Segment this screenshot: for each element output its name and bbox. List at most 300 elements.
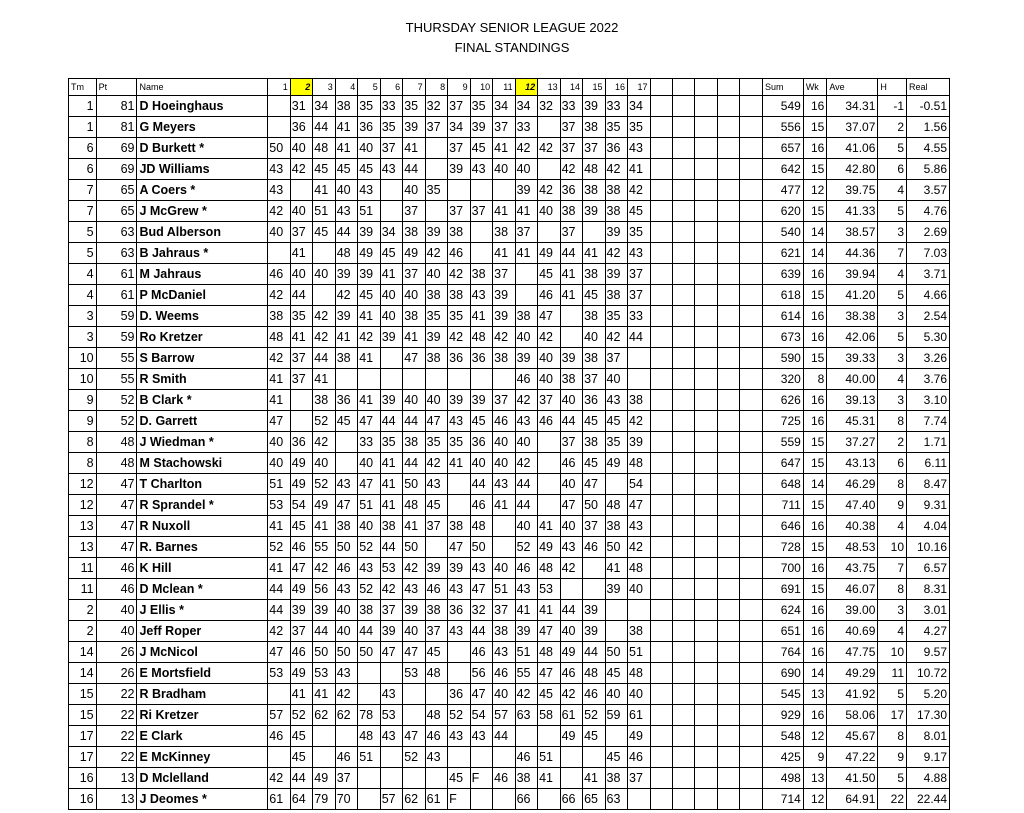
header-week: 4: [335, 79, 357, 96]
score-cell: 48: [605, 495, 627, 516]
score-cell: 35: [425, 432, 447, 453]
header-week: 7: [403, 79, 425, 96]
score-cell: 42: [290, 159, 312, 180]
score-cell: 36: [448, 600, 470, 621]
score-cell: 45: [358, 159, 380, 180]
weeks-cell: 15: [803, 201, 827, 222]
score-cell: 43: [470, 558, 492, 579]
table-row: [69, 390, 950, 411]
score-cell: 36: [290, 432, 312, 453]
sum-cell: 620: [762, 201, 803, 222]
score-cell: 48: [583, 159, 605, 180]
score-cell: 38: [515, 768, 537, 789]
score-cell: 41: [290, 327, 312, 348]
score-cell: [538, 222, 560, 243]
score-cell: 41: [470, 306, 492, 327]
sum-cell: 639: [762, 264, 803, 285]
score-cell: 44: [380, 411, 402, 432]
spacer-cell: [650, 600, 672, 621]
spacer-cell: [673, 306, 695, 327]
weeks-cell: 15: [803, 495, 827, 516]
handicap-cell: 5: [878, 201, 907, 222]
score-cell: [380, 369, 402, 390]
score-cell: 46: [538, 285, 560, 306]
score-cell: 40: [628, 684, 650, 705]
score-cell: [380, 201, 402, 222]
score-cell: 38: [470, 264, 492, 285]
sum-cell: 646: [762, 516, 803, 537]
score-cell: 44: [290, 285, 312, 306]
spacer-cell: [673, 495, 695, 516]
score-cell: 43: [358, 558, 380, 579]
handicap-cell: 8: [878, 411, 907, 432]
score-cell: 44: [515, 474, 537, 495]
weeks-cell: 16: [803, 96, 827, 117]
score-cell: 61: [560, 705, 582, 726]
score-cell: 62: [403, 789, 425, 810]
name-cell: B Clark *: [137, 390, 268, 411]
team-cell: 15: [69, 705, 97, 726]
score-cell: 38: [560, 201, 582, 222]
weeks-cell: 12: [803, 726, 827, 747]
points-cell: 52: [96, 411, 137, 432]
sum-cell: 711: [762, 495, 803, 516]
score-cell: 44: [493, 726, 515, 747]
score-cell: 48: [313, 138, 335, 159]
score-cell: 40: [313, 264, 335, 285]
header-week: 14: [560, 79, 582, 96]
sum-cell: 624: [762, 600, 803, 621]
score-cell: 58: [538, 705, 560, 726]
weeks-cell: 16: [803, 558, 827, 579]
spacer-cell: [673, 663, 695, 684]
score-cell: 44: [560, 411, 582, 432]
score-cell: 34: [515, 96, 537, 117]
name-cell: M Jahraus: [137, 264, 268, 285]
score-cell: 52: [268, 537, 290, 558]
score-cell: [560, 747, 582, 768]
score-cell: [628, 348, 650, 369]
score-cell: 47: [470, 579, 492, 600]
table-row: [69, 264, 950, 285]
spacer-cell: [717, 663, 739, 684]
score-cell: 43: [268, 159, 290, 180]
spacer-cell: [695, 642, 717, 663]
score-cell: 46: [493, 768, 515, 789]
real-cell: 6.11: [907, 453, 950, 474]
spacer-cell: [740, 579, 762, 600]
score-cell: 49: [290, 579, 312, 600]
header-week: 6: [380, 79, 402, 96]
average-cell: 40.69: [827, 621, 878, 642]
standings-body: [69, 96, 950, 810]
real-cell: 3.26: [907, 348, 950, 369]
score-cell: 34: [628, 96, 650, 117]
score-cell: 62: [335, 705, 357, 726]
handicap-cell: 2: [878, 432, 907, 453]
weeks-cell: 13: [803, 768, 827, 789]
score-cell: 43: [470, 285, 492, 306]
sum-cell: 498: [762, 768, 803, 789]
spacer-cell: [650, 747, 672, 768]
name-cell: P McDaniel: [137, 285, 268, 306]
header-week: 17: [628, 79, 650, 96]
weeks-cell: 16: [803, 306, 827, 327]
table-row: [69, 243, 950, 264]
weeks-cell: 16: [803, 621, 827, 642]
score-cell: [425, 159, 447, 180]
spacer-cell: [740, 789, 762, 810]
score-cell: 35: [290, 306, 312, 327]
points-cell: 22: [96, 705, 137, 726]
score-cell: 45: [335, 411, 357, 432]
score-cell: 44: [313, 348, 335, 369]
score-cell: 42: [538, 327, 560, 348]
score-cell: 46: [470, 495, 492, 516]
spacer-cell: [740, 747, 762, 768]
header-spacer: [740, 79, 762, 96]
score-cell: 40: [290, 264, 312, 285]
points-cell: 52: [96, 390, 137, 411]
spacer-cell: [673, 747, 695, 768]
spacer-cell: [717, 327, 739, 348]
score-cell: 39: [493, 285, 515, 306]
header-week: 5: [358, 79, 380, 96]
table-row: [69, 285, 950, 306]
table-row: [69, 705, 950, 726]
handicap-cell: 3: [878, 390, 907, 411]
points-cell: 63: [96, 243, 137, 264]
sum-cell: 320: [762, 369, 803, 390]
spacer-cell: [650, 180, 672, 201]
score-cell: 51: [313, 201, 335, 222]
score-cell: 40: [290, 138, 312, 159]
score-cell: 40: [380, 306, 402, 327]
score-cell: 49: [538, 243, 560, 264]
real-cell: 1.71: [907, 432, 950, 453]
real-cell: 9.17: [907, 747, 950, 768]
spacer-cell: [740, 516, 762, 537]
score-cell: [515, 726, 537, 747]
team-cell: 14: [69, 642, 97, 663]
header-spacer: [673, 79, 695, 96]
sum-cell: 725: [762, 411, 803, 432]
points-cell: 48: [96, 432, 137, 453]
spacer-cell: [740, 390, 762, 411]
score-cell: 46: [493, 663, 515, 684]
score-cell: [448, 369, 470, 390]
score-cell: 41: [380, 474, 402, 495]
score-cell: 47: [268, 642, 290, 663]
score-cell: 44: [470, 621, 492, 642]
team-cell: 7: [69, 180, 97, 201]
score-cell: 45: [583, 726, 605, 747]
average-cell: 47.75: [827, 642, 878, 663]
real-cell: 9.57: [907, 642, 950, 663]
score-cell: 51: [538, 747, 560, 768]
score-cell: 47: [290, 558, 312, 579]
score-cell: [358, 684, 380, 705]
score-cell: 46: [290, 642, 312, 663]
score-cell: 47: [538, 663, 560, 684]
score-cell: 45: [290, 516, 312, 537]
score-cell: 39: [358, 264, 380, 285]
score-cell: 42: [628, 180, 650, 201]
average-cell: 38.38: [827, 306, 878, 327]
score-cell: 44: [403, 411, 425, 432]
spacer-cell: [717, 390, 739, 411]
score-cell: 41: [313, 684, 335, 705]
score-cell: 44: [515, 495, 537, 516]
score-cell: 44: [313, 117, 335, 138]
score-cell: 45: [313, 159, 335, 180]
team-cell: 2: [69, 600, 97, 621]
score-cell: 37: [515, 222, 537, 243]
score-cell: [313, 747, 335, 768]
spacer-cell: [650, 306, 672, 327]
score-cell: 43: [335, 579, 357, 600]
sum-cell: 714: [762, 789, 803, 810]
score-cell: 37: [538, 390, 560, 411]
score-cell: [380, 180, 402, 201]
score-cell: 41: [403, 516, 425, 537]
score-cell: 35: [470, 96, 492, 117]
handicap-cell: 7: [878, 243, 907, 264]
score-cell: 41: [313, 516, 335, 537]
real-cell: 5.30: [907, 327, 950, 348]
score-cell: 48: [403, 495, 425, 516]
score-cell: 38: [448, 285, 470, 306]
average-cell: 41.06: [827, 138, 878, 159]
spacer-cell: [740, 285, 762, 306]
score-cell: 62: [313, 705, 335, 726]
points-cell: 55: [96, 369, 137, 390]
header-week: 12: [515, 79, 537, 96]
score-cell: 64: [290, 789, 312, 810]
spacer-cell: [717, 558, 739, 579]
score-cell: 35: [605, 432, 627, 453]
score-cell: [380, 663, 402, 684]
average-cell: 34.31: [827, 96, 878, 117]
table-row: [69, 348, 950, 369]
spacer-cell: [650, 474, 672, 495]
spacer-cell: [673, 579, 695, 600]
name-cell: D Burkett *: [137, 138, 268, 159]
score-cell: 47: [448, 537, 470, 558]
score-cell: 52: [583, 705, 605, 726]
score-cell: 38: [425, 285, 447, 306]
team-cell: 1: [69, 117, 97, 138]
average-cell: 47.40: [827, 495, 878, 516]
score-cell: 43: [493, 474, 515, 495]
score-cell: 44: [583, 642, 605, 663]
score-cell: [448, 180, 470, 201]
spacer-cell: [717, 579, 739, 600]
sum-cell: 614: [762, 306, 803, 327]
score-cell: 39: [515, 621, 537, 642]
score-cell: 61: [628, 705, 650, 726]
score-cell: 79: [313, 789, 335, 810]
score-cell: 45: [380, 243, 402, 264]
header-row: [69, 79, 950, 96]
score-cell: 37: [493, 264, 515, 285]
score-cell: [380, 747, 402, 768]
spacer-cell: [740, 117, 762, 138]
score-cell: 43: [335, 474, 357, 495]
table-row: [69, 201, 950, 222]
score-cell: 39: [605, 264, 627, 285]
spacer-cell: [650, 453, 672, 474]
score-cell: 47: [425, 411, 447, 432]
score-cell: 35: [358, 96, 380, 117]
score-cell: 42: [448, 264, 470, 285]
score-cell: 43: [358, 180, 380, 201]
score-cell: 43: [448, 621, 470, 642]
score-cell: 41: [628, 159, 650, 180]
score-cell: 50: [605, 537, 627, 558]
spacer-cell: [673, 705, 695, 726]
spacer-cell: [673, 369, 695, 390]
score-cell: 39: [380, 621, 402, 642]
score-cell: 40: [560, 474, 582, 495]
score-cell: 44: [403, 159, 425, 180]
score-cell: [268, 243, 290, 264]
spacer-cell: [740, 327, 762, 348]
score-cell: 37: [380, 138, 402, 159]
points-cell: 59: [96, 327, 137, 348]
team-cell: 1: [69, 96, 97, 117]
points-cell: 65: [96, 201, 137, 222]
handicap-cell: 10: [878, 642, 907, 663]
points-cell: 63: [96, 222, 137, 243]
score-cell: 39: [403, 117, 425, 138]
score-cell: 46: [335, 747, 357, 768]
score-cell: 41: [403, 327, 425, 348]
average-cell: 42.80: [827, 159, 878, 180]
score-cell: [583, 747, 605, 768]
spacer-cell: [673, 411, 695, 432]
score-cell: 48: [335, 243, 357, 264]
spacer-cell: [740, 642, 762, 663]
score-cell: 35: [448, 432, 470, 453]
score-cell: [538, 453, 560, 474]
header-week: 2: [290, 79, 312, 96]
score-cell: 42: [515, 390, 537, 411]
score-cell: 33: [380, 96, 402, 117]
score-cell: [358, 768, 380, 789]
team-cell: 17: [69, 747, 97, 768]
score-cell: [470, 180, 492, 201]
score-cell: 41: [313, 369, 335, 390]
name-cell: R Nuxoll: [137, 516, 268, 537]
score-cell: 40: [290, 201, 312, 222]
team-cell: 12: [69, 495, 97, 516]
spacer-cell: [717, 369, 739, 390]
score-cell: [290, 180, 312, 201]
score-cell: 63: [515, 705, 537, 726]
score-cell: 41: [290, 243, 312, 264]
standings-table: [68, 78, 950, 810]
score-cell: 46: [268, 726, 290, 747]
score-cell: 46: [425, 726, 447, 747]
spacer-cell: [740, 684, 762, 705]
spacer-cell: [673, 621, 695, 642]
score-cell: 48: [425, 705, 447, 726]
spacer-cell: [650, 516, 672, 537]
name-cell: J Ellis *: [137, 600, 268, 621]
table-row: [69, 537, 950, 558]
score-cell: 54: [628, 474, 650, 495]
points-cell: 40: [96, 600, 137, 621]
score-cell: 39: [605, 579, 627, 600]
spacer-cell: [673, 285, 695, 306]
score-cell: 37: [403, 264, 425, 285]
score-cell: [268, 96, 290, 117]
handicap-cell: 5: [878, 768, 907, 789]
score-cell: 42: [268, 768, 290, 789]
score-cell: 39: [335, 264, 357, 285]
score-cell: 50: [605, 642, 627, 663]
spacer-cell: [650, 579, 672, 600]
spacer-cell: [673, 537, 695, 558]
sum-cell: 618: [762, 285, 803, 306]
score-cell: 39: [448, 558, 470, 579]
points-cell: 40: [96, 621, 137, 642]
score-cell: 45: [538, 264, 560, 285]
score-cell: 32: [470, 600, 492, 621]
spacer-cell: [717, 348, 739, 369]
weeks-cell: 16: [803, 516, 827, 537]
handicap-cell: 5: [878, 138, 907, 159]
name-cell: T Charlton: [137, 474, 268, 495]
weeks-cell: 16: [803, 600, 827, 621]
score-cell: 41: [515, 600, 537, 621]
handicap-cell: 2: [878, 117, 907, 138]
spacer-cell: [695, 726, 717, 747]
score-cell: 44: [560, 243, 582, 264]
sum-cell: 642: [762, 159, 803, 180]
score-cell: 78: [358, 705, 380, 726]
team-cell: 6: [69, 138, 97, 159]
name-cell: G Meyers: [137, 117, 268, 138]
score-cell: [313, 243, 335, 264]
score-cell: 31: [290, 96, 312, 117]
score-cell: 41: [268, 558, 290, 579]
score-cell: 35: [403, 96, 425, 117]
table-row: [69, 621, 950, 642]
score-cell: 48: [538, 642, 560, 663]
score-cell: 40: [335, 621, 357, 642]
weeks-cell: 15: [803, 453, 827, 474]
score-cell: [403, 705, 425, 726]
sum-cell: 673: [762, 327, 803, 348]
score-cell: 52: [358, 579, 380, 600]
points-cell: 61: [96, 264, 137, 285]
score-cell: [470, 243, 492, 264]
spacer-cell: [695, 768, 717, 789]
score-cell: 37: [493, 600, 515, 621]
average-cell: 39.75: [827, 180, 878, 201]
score-cell: 53: [313, 663, 335, 684]
points-cell: 26: [96, 642, 137, 663]
handicap-cell: 5: [878, 327, 907, 348]
score-cell: 37: [560, 222, 582, 243]
spacer-cell: [695, 411, 717, 432]
score-cell: 37: [583, 138, 605, 159]
real-cell: 3.71: [907, 264, 950, 285]
score-cell: 36: [470, 432, 492, 453]
score-cell: 32: [538, 96, 560, 117]
